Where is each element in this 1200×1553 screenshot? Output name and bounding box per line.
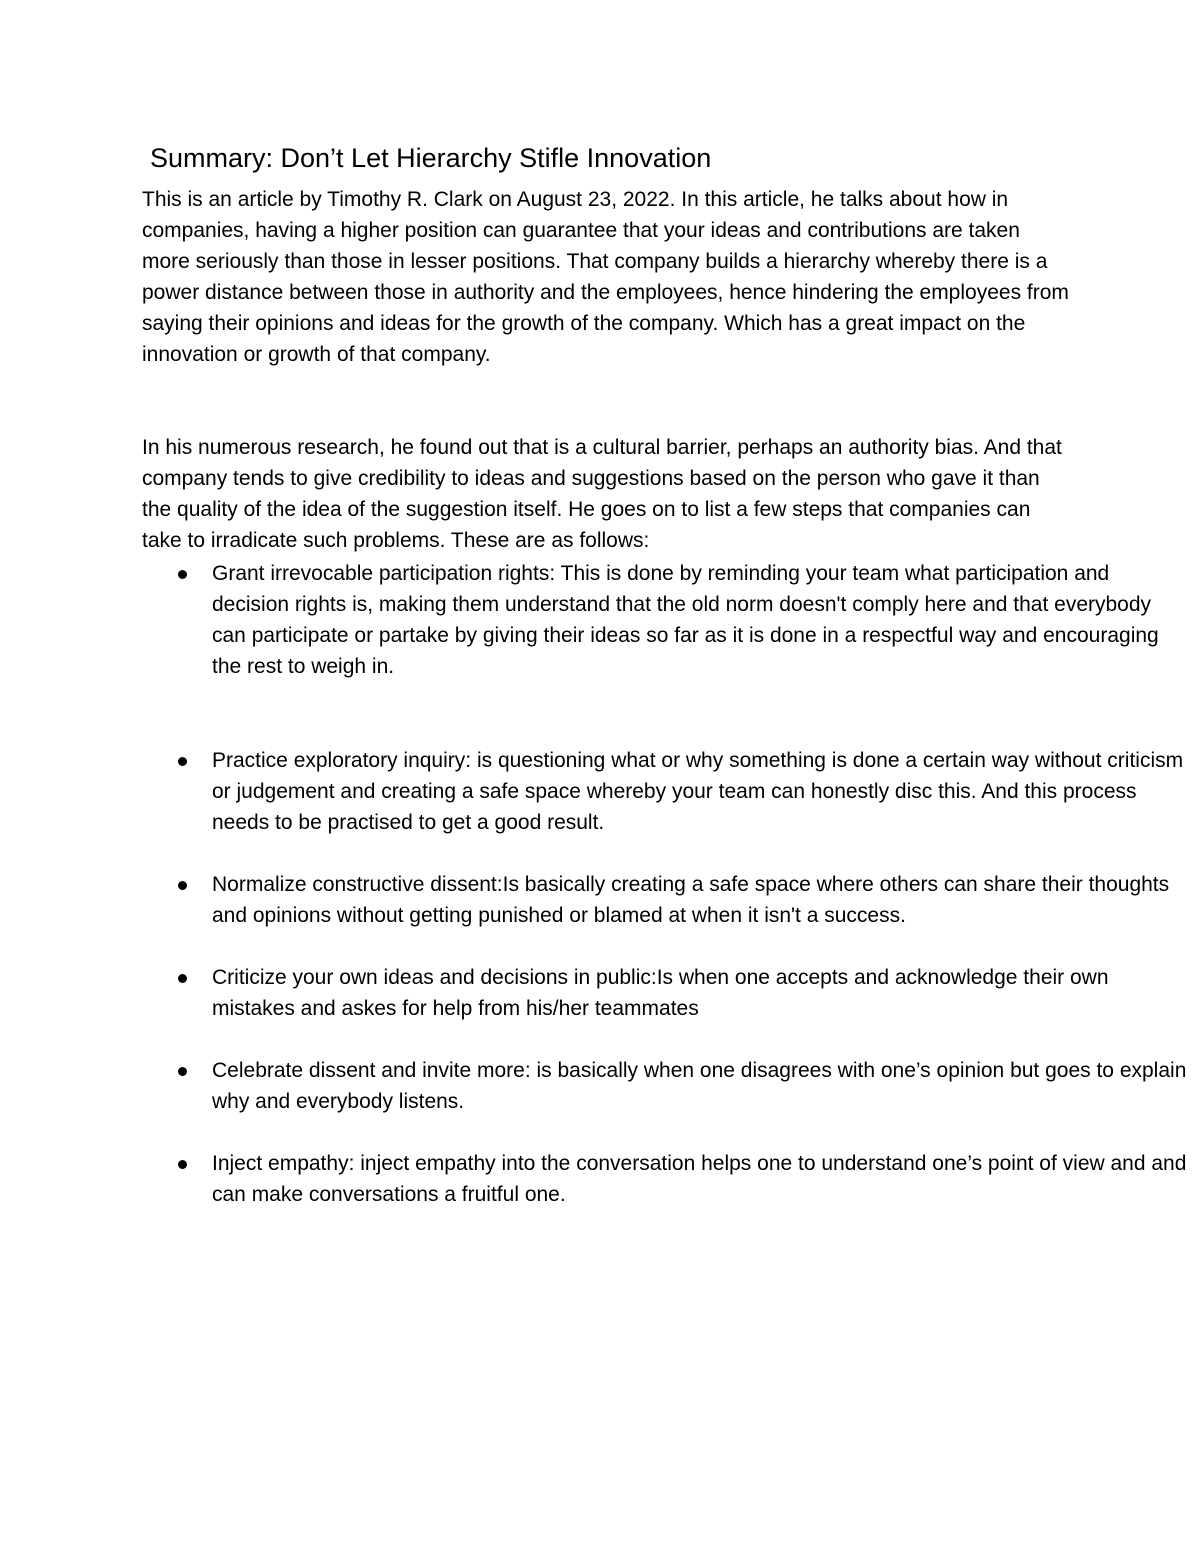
bullet-icon xyxy=(178,1160,187,1169)
list-item-text: Inject empathy: inject empathy into the conversation helps one to understand one’s point of view and and can make conversations a fruitful one. xyxy=(212,1152,1187,1206)
intro-paragraph: This is an article by Timothy R. Clark on August 23, 2022. In this article, he talks about how in companies, having a higher position can guarantee that your ideas and contributions are taken more seriously than those in lesser positions. That company builds a hierarchy whereby there is a power distance between those in authority and the employees, hence hindering the employees from saying their opinions and ideas for the growth of the company. Which has a great impact on the innovation or growth of that company. xyxy=(142,188,1069,366)
list-item-text: Grant irrevocable participation rights: This is done by reminding your team what participation and decision rights is, making them understand that the old norm doesn't comply here and that everybody can participate or partake by giving their ideas so far as it is done in a respectful way and encouraging the rest to weigh in. xyxy=(212,562,1159,678)
research-paragraph: In his numerous research, he found out that is a cultural barrier, perhaps an authority bias. And that company tends to give credibility to ideas and suggestions based on the person who gave it than the quality of the idea of the suggestion itself. He goes on to list a few steps that companies can take to irradicate such problems. These are as follows: xyxy=(142,436,1062,552)
bullet-icon xyxy=(178,570,187,579)
bullet-icon xyxy=(178,881,187,890)
bullet-icon xyxy=(178,757,187,766)
bullet-icon xyxy=(178,974,187,983)
list-item-text: Practice exploratory inquiry: is questioning what or why something is done a certain way without criticism or judgement and creating a safe space whereby your team can honestly disc this. And this process needs to be practised to get a good result. xyxy=(212,749,1184,834)
list-item-text: Celebrate dissent and invite more: is basically when one disagrees with one’s opinion but goes to explain why and everybody listens. xyxy=(212,1059,1187,1113)
bullet-icon xyxy=(178,1067,187,1076)
list-item-text: Criticize your own ideas and decisions in public:Is when one accepts and acknowledge their own mistakes and askes for help from his/her teammates xyxy=(212,966,1109,1020)
document-title: Summary: Don’t Let Hierarchy Stifle Innovation xyxy=(150,143,712,173)
list-item-text: Normalize constructive dissent:Is basically creating a safe space where others can share their thoughts and opinions without getting punished or blamed at when it isn't a success. xyxy=(212,873,1170,927)
